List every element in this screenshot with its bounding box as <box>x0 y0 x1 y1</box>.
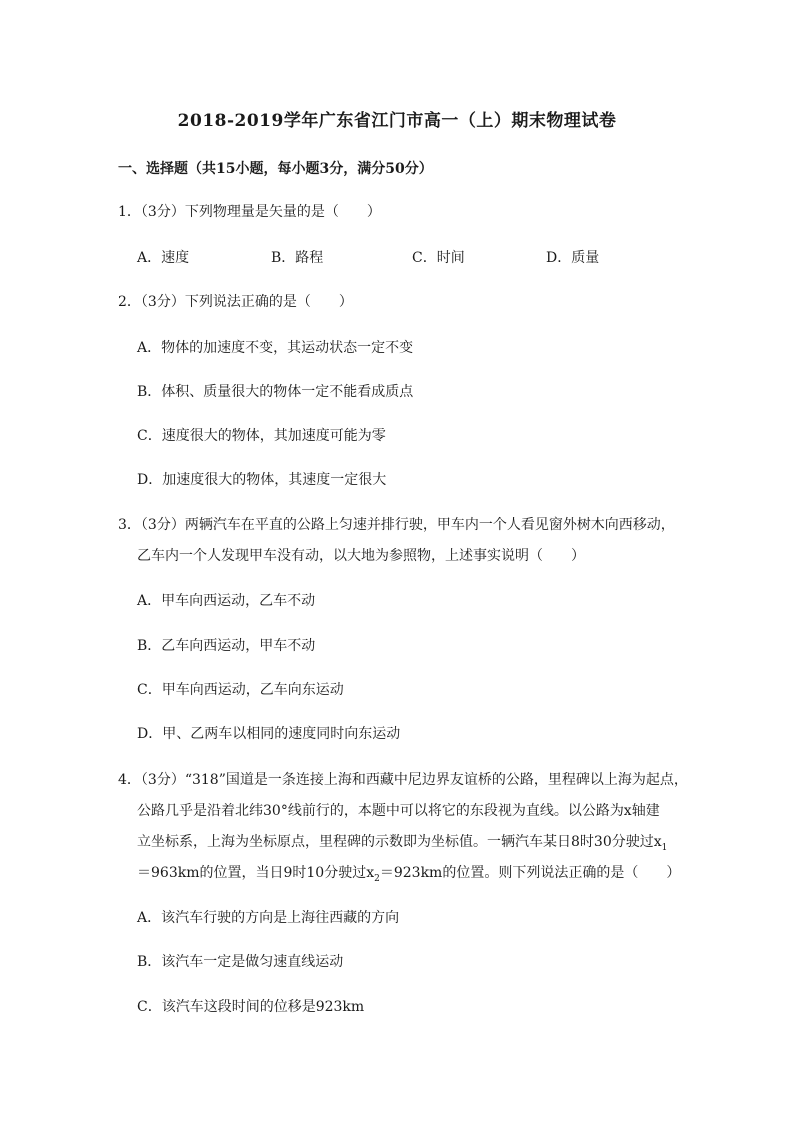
option-c[interactable]: C．时间 <box>412 250 465 266</box>
question-3-stem-line1: 3．（3分）两辆汽车在平直的公路上匀速并排行驶，甲车内一个人看见窗外树木向西移动， <box>118 517 675 533</box>
subscript-2: 2 <box>374 873 380 884</box>
option-a[interactable]: A．该汽车行驶的方向是上海往西藏的方向 <box>137 910 400 926</box>
option-b[interactable]: B．该汽车一定是做匀速直线运动 <box>137 954 344 970</box>
question-4-line3 <box>137 831 667 853</box>
question-4-line3-text: 立坐标系，上海为坐标原点，里程碑的示数即为坐标值。一辆汽车某日8时30分驶过x <box>137 834 662 850</box>
option-d[interactable]: D．加速度很大的物体，其速度一定很大 <box>137 472 387 488</box>
option-a[interactable]: A．甲车向西运动，乙车不动 <box>137 593 316 609</box>
option-b[interactable]: B．体积、质量很大的物体一定不能看成质点 <box>137 384 414 400</box>
section-heading: 一、选择题（共15小题，每小题3分，满分50分） <box>118 161 433 177</box>
question-4-line4 <box>137 862 680 884</box>
question-4-line2: 公路几乎是沿着北纬30°线前行的，本题中可以将它的东段视为直线。以公路为x轴建 <box>137 803 660 819</box>
option-d[interactable]: D．质量 <box>546 250 600 266</box>
subscript-1: 1 <box>661 842 668 853</box>
option-c[interactable]: C．甲车向西运动，乙车向东运动 <box>137 682 344 698</box>
question-4-line1: 4．（3分）“318”国道是一条连接上海和西藏中尼边界友谊桥的公路，里程碑以上海为起点， <box>118 772 688 788</box>
question-3-stem-line2: 乙车内一个人发现甲车没有动，以大地为参照物，上述事实说明（ ） <box>137 548 585 564</box>
question-4-line4-text-b: ＝923km的位置。则下列说法正确的是（ ） <box>379 865 681 881</box>
option-d[interactable]: D．甲、乙两车以相同的速度同时向东运动 <box>137 726 401 742</box>
option-b[interactable]: B．路程 <box>271 250 324 266</box>
question-2-stem: 2．（3分）下列说法正确的是（ ） <box>118 294 353 310</box>
option-c[interactable]: C．速度很大的物体，其加速度可能为零 <box>137 428 386 444</box>
question-1-stem: 1．（3分）下列物理量是矢量的是（ ） <box>118 204 381 220</box>
option-a[interactable]: A．物体的加速度不变，其运动状态一定不变 <box>137 340 414 356</box>
option-c[interactable]: C．该汽车这段时间的位移是923km <box>137 999 365 1015</box>
question-4-line4-text-a: ＝963km的位置，当日9时10分驶过x <box>137 865 375 881</box>
option-b[interactable]: B．乙车向西运动，甲车不动 <box>137 638 316 654</box>
page-title: 2018-2019学年广东省江门市高一（上）期末物理试卷 <box>177 111 617 131</box>
option-a[interactable]: A．速度 <box>137 250 190 266</box>
